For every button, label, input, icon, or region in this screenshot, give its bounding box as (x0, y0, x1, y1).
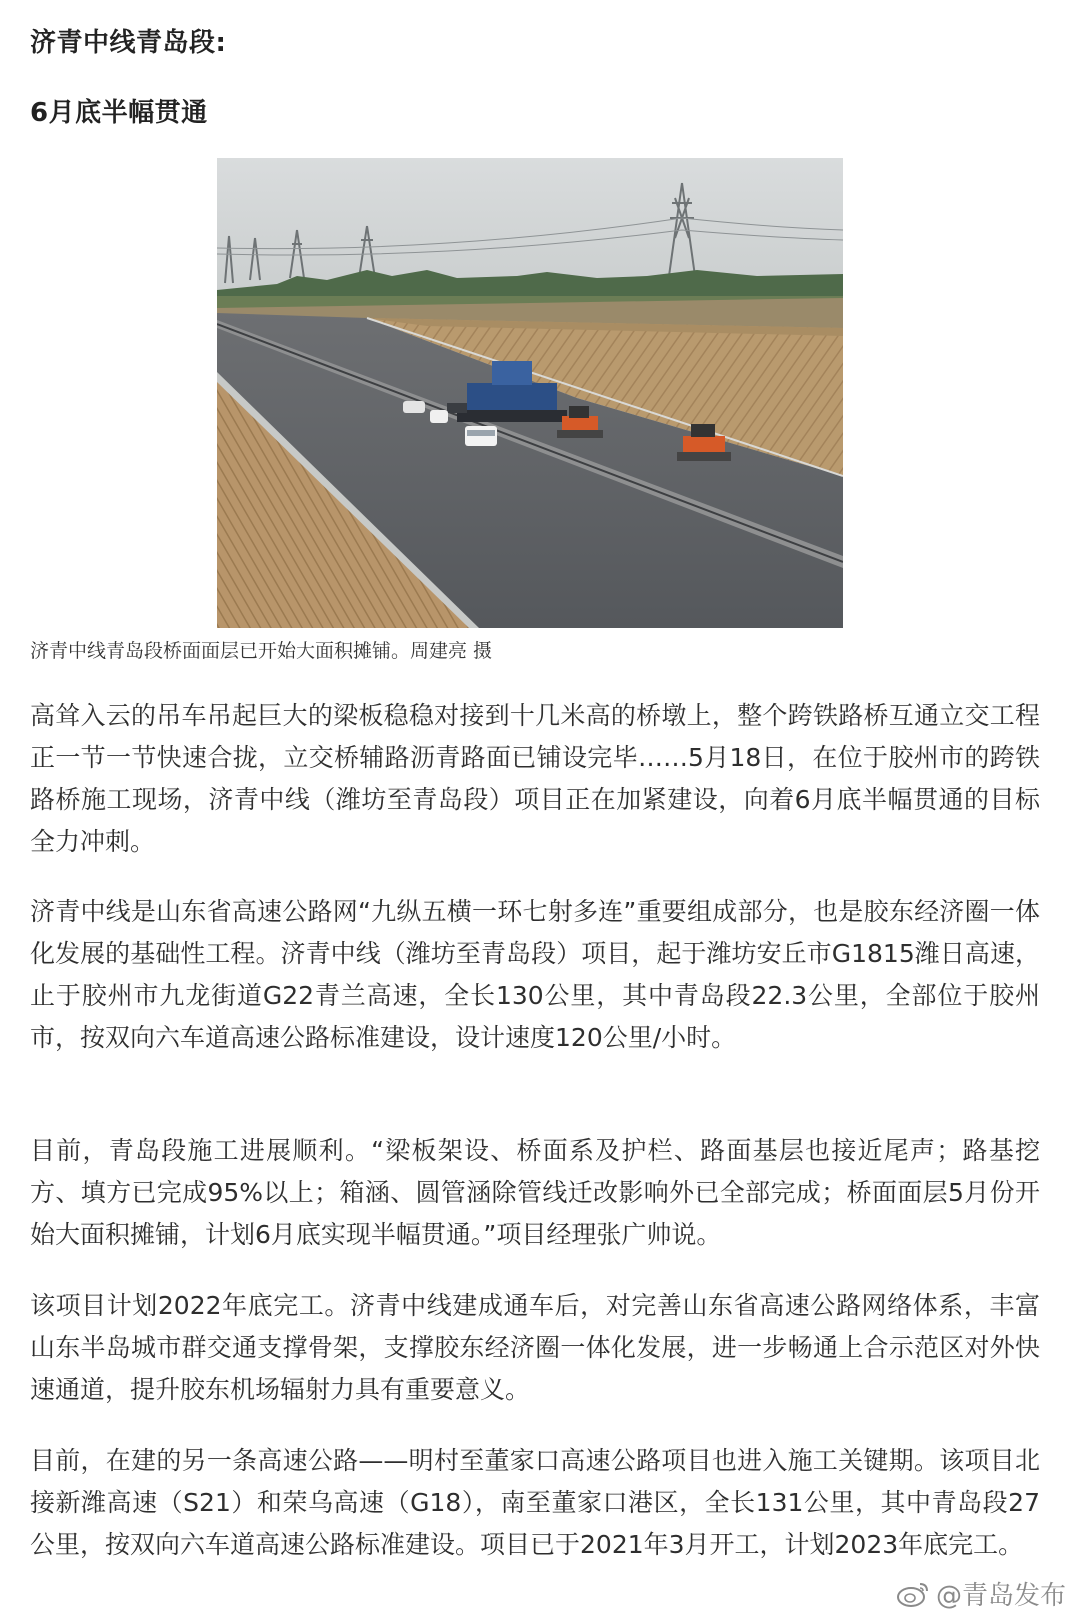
article-subheading: 6月底半幅贯通 (30, 98, 208, 128)
weibo-logo-icon (896, 1580, 930, 1608)
paragraph: 济青中线是山东省高速公路网“九纵五横一环七射多连”重要组成部分，也是胶东经济圈一体化发展的基础性工程。济青中线（潍坊至青岛段）项目，起于潍坊安丘市G1815潍日高速，止于胶州市九龙街道G22青兰高速，全长130公里，其中青岛段22.3公里，全部位于胶州市，按双向六车道高速公路标准建设，设计速度120公里/小时。 (30, 897, 1040, 1052)
article-heading: 济青中线青岛段: (30, 28, 227, 58)
paragraph: 高耸入云的吊车吊起巨大的梁板稳稳对接到十几米高的桥墩上，整个跨铁路桥互通立交工程正一节一节快速合拢，立交桥辅路沥青路面已铺设完毕……5月18日，在位于胶州市的跨铁路桥施工现场，济青中线（潍坊至青岛段）项目正在加紧建设，向着6月底半幅贯通的目标全力冲刺。 (30, 701, 1040, 856)
weibo-watermark (896, 1575, 1066, 1612)
photo-caption: 济青中线青岛段桥面面层已开始大面积摊铺。周建亮 摄 (30, 640, 493, 662)
construction-photo (217, 158, 843, 628)
watermark-text: @青岛发布 (935, 1581, 1066, 1611)
paragraph: 目前，青岛段施工进展顺利。“梁板架设、桥面系及护栏、路面基层也接近尾声；路基挖方、填方已完成95%以上；箱涵、圆管涵除管线迁改影响外已全部完成；桥面面层5月份开始大面积摊铺，计划6月底实现半幅贯通。”项目经理张广帅说。 (30, 1136, 1040, 1249)
paragraph: 目前，在建的另一条高速公路——明村至董家口高速公路项目也进入施工关键期。该项目北接新潍高速（S21）和荣乌高速（G18），南至董家口港区，全长131公里，其中青岛段27公里，按双向六车道高速公路标准建设。项目已于2021年3月开工，计划2023年底完工。 (30, 1446, 1040, 1559)
paragraph: 该项目计划2022年底完工。济青中线建成通车后，对完善山东省高速公路网络体系，丰富山东半岛城市群交通支撑骨架，支撑胶东经济圈一体化发展，进一步畅通上合示范区对外快速通道，提升胶东机场辐射力具有重要意义。 (30, 1291, 1040, 1404)
